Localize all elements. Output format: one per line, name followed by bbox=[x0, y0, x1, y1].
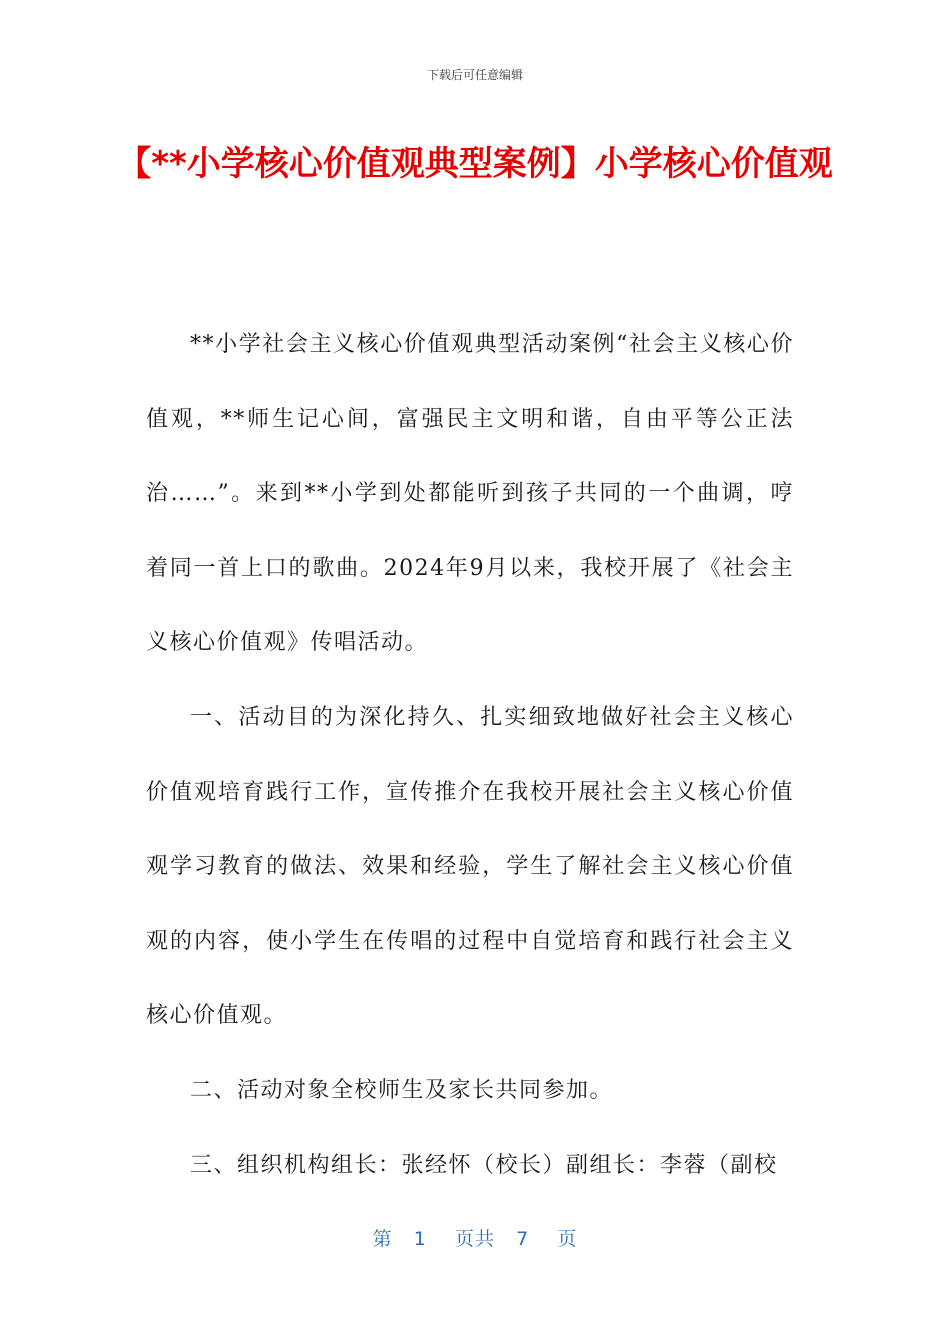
paragraph-intro: **小学社会主义核心价值观典型活动案例“社会主义核心价值观，**师生记心间，富强民主文明和谐，自由平等公正法治……”。来到**小学到处都能听到孩子共同的一个曲调，哼着同一首上口的歌曲。2024年9月以来，我校开展了《社会主义核心价值观》传唱活动。 bbox=[146, 332, 794, 656]
page-footer bbox=[0, 1224, 950, 1251]
paragraph-participants: 二、活动对象全校师生及家长共同参加。 bbox=[190, 1077, 614, 1103]
footer-suffix: 页 bbox=[557, 1228, 578, 1250]
document-title: 【**小学核心价值观典型案例】小学核心价值观 bbox=[117, 144, 833, 184]
footer-current-page: 1 bbox=[413, 1228, 427, 1250]
footer-middle: 页共 bbox=[454, 1228, 495, 1250]
document-body bbox=[146, 308, 794, 1203]
footer-total-pages: 7 bbox=[516, 1228, 530, 1250]
footer-prefix: 第 bbox=[372, 1228, 393, 1250]
header-note: 下载后可任意编辑 bbox=[426, 68, 523, 82]
paragraph-purpose: 一、活动目的为深化持久、扎实细致地做好社会主义核心价值观培育践行工作，宣传推介在我校开展社会主义核心价值观学习教育的做法、效果和经验，学生了解社会主义核心价值观的内容，使小学生在传唱的过程中自觉培育和践行社会主义核心价值观。 bbox=[146, 704, 794, 1029]
paragraph-organization: 三、组织机构组长：张经怀（校长）副组长：李蓉（副校 bbox=[190, 1152, 778, 1178]
